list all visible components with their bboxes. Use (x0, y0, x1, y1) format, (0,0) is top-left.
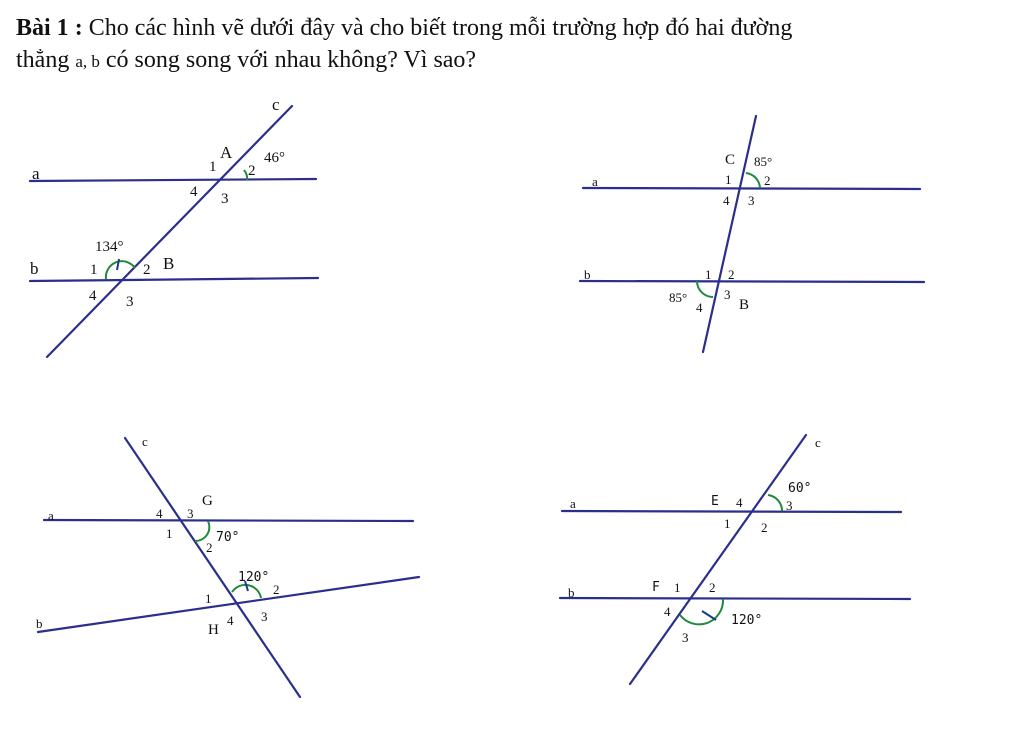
fig1-label-c: c (272, 95, 280, 114)
fig1-top-angle-3: 3 (221, 191, 229, 207)
fig1-bottom-angle-4: 4 (89, 288, 97, 304)
fig1-bottom-angle-2: 2 (143, 262, 151, 278)
figure-1 (30, 95, 318, 357)
fig2-bottom-angle-3: 3 (724, 287, 731, 302)
fig2-point-C: C (725, 152, 736, 168)
figure-3 (36, 434, 419, 697)
fig4-top-angle-3: 3 (786, 498, 793, 513)
fig4-top-angle-2: 2 (761, 520, 768, 535)
fig4-given-top: 60° (788, 481, 812, 496)
fig1-angle-tick (117, 259, 119, 270)
fig2-top-angle-3: 3 (748, 193, 755, 208)
problem-text-line2-end: có song song với nhau không? Vì sao? (105, 47, 477, 73)
fig2-top-angle-4: 4 (723, 193, 730, 208)
fig1-top-angle-1: 1 (209, 159, 217, 175)
fig1-top-angle-4: 4 (190, 184, 198, 200)
fig3-top-angle-2: 2 (206, 540, 213, 555)
fig3-label-b: b (36, 616, 43, 631)
fig3-line-a (44, 520, 413, 521)
fig4-bottom-angle-4: 4 (664, 604, 671, 619)
fig1-top-angle-2: 2 (248, 163, 256, 179)
fig1-label-b: b (30, 259, 39, 278)
fig3-label-c: c (142, 434, 148, 449)
fig2-angle-arc-top (746, 173, 760, 188)
fig2-line-b (580, 281, 924, 282)
fig2-top-angle-2: 2 (764, 173, 771, 188)
fig1-point-A: A (220, 143, 233, 162)
fig3-transversal-c (125, 438, 300, 697)
fig1-point-B: B (163, 254, 175, 273)
fig1-bottom-angle-1: 1 (90, 262, 98, 278)
fig1-given-bottom: 134° (95, 239, 124, 255)
fig1-label-a: a (32, 164, 40, 183)
fig2-top-angle-1: 1 (725, 172, 732, 187)
fig4-label-b: b (568, 585, 575, 600)
fig3-given-bottom: 120° (238, 570, 270, 585)
fig2-line-a (583, 188, 920, 189)
fig2-bottom-angle-4: 4 (696, 300, 703, 315)
fig2-angle-arc-bottom (697, 281, 713, 297)
fig3-label-a: a (48, 508, 54, 523)
fig4-point-E: E (711, 494, 719, 509)
fig4-line-b (560, 598, 910, 599)
fig2-given-top: 85° (754, 154, 773, 169)
fig4-label-c: c (815, 435, 821, 450)
figure-2 (580, 116, 924, 352)
fig3-angle-arc-top (195, 521, 209, 541)
fig4-angle-arc-top (768, 495, 782, 511)
fig4-top-angle-1: 1 (724, 516, 731, 531)
fig4-bottom-angle-2: 2 (709, 580, 716, 595)
fig3-bottom-angle-3: 3 (261, 609, 268, 624)
fig1-bottom-angle-3: 3 (126, 294, 134, 310)
fig3-given-top: 70° (216, 530, 240, 545)
fig3-top-angle-1: 1 (166, 526, 173, 541)
fig3-bottom-angle-2: 2 (273, 582, 280, 597)
figure-4 (560, 435, 910, 684)
fig2-given-bottom: 85° (669, 290, 688, 305)
fig4-point-F: F (652, 580, 660, 595)
fig3-top-angle-4: 4 (156, 506, 163, 521)
fig1-given-top: 46° (264, 150, 285, 166)
fig4-given-bottom: 120° (731, 613, 763, 628)
fig3-top-angle-3: 3 (187, 506, 194, 521)
fig1-line-a (30, 179, 316, 181)
problem-text-line1: Cho các hình vẽ dưới đây và cho biết trong mỗi trường hợp đó hai đường (88, 15, 793, 41)
exercise-label: Bài 1 (16, 15, 69, 41)
fig4-bottom-angle-1: 1 (674, 580, 681, 595)
fig3-bottom-angle-4: 4 (227, 613, 234, 628)
fig4-angle-tick (702, 611, 716, 620)
fig1-line-b (30, 278, 318, 281)
problem-lines-ab: a, b (75, 52, 100, 71)
fig4-transversal-c (630, 435, 806, 684)
fig4-top-angle-4: 4 (736, 495, 743, 510)
fig3-bottom-angle-1: 1 (205, 591, 212, 606)
fig4-bottom-angle-3: 3 (682, 630, 689, 645)
fig2-bottom-angle-2: 2 (728, 267, 735, 282)
fig1-transversal-c (47, 106, 292, 357)
fig4-label-a: a (570, 496, 576, 511)
fig4-line-a (562, 511, 901, 512)
fig2-bottom-angle-1: 1 (705, 267, 712, 282)
fig3-point-G: G (202, 493, 213, 509)
fig2-label-b: b (584, 267, 591, 282)
fig2-point-B: B (739, 297, 750, 313)
problem-text-line2-start: thẳng (16, 47, 70, 73)
exercise-colon: : (74, 15, 83, 41)
fig3-point-H: H (208, 622, 219, 638)
fig2-label-a: a (592, 174, 598, 189)
